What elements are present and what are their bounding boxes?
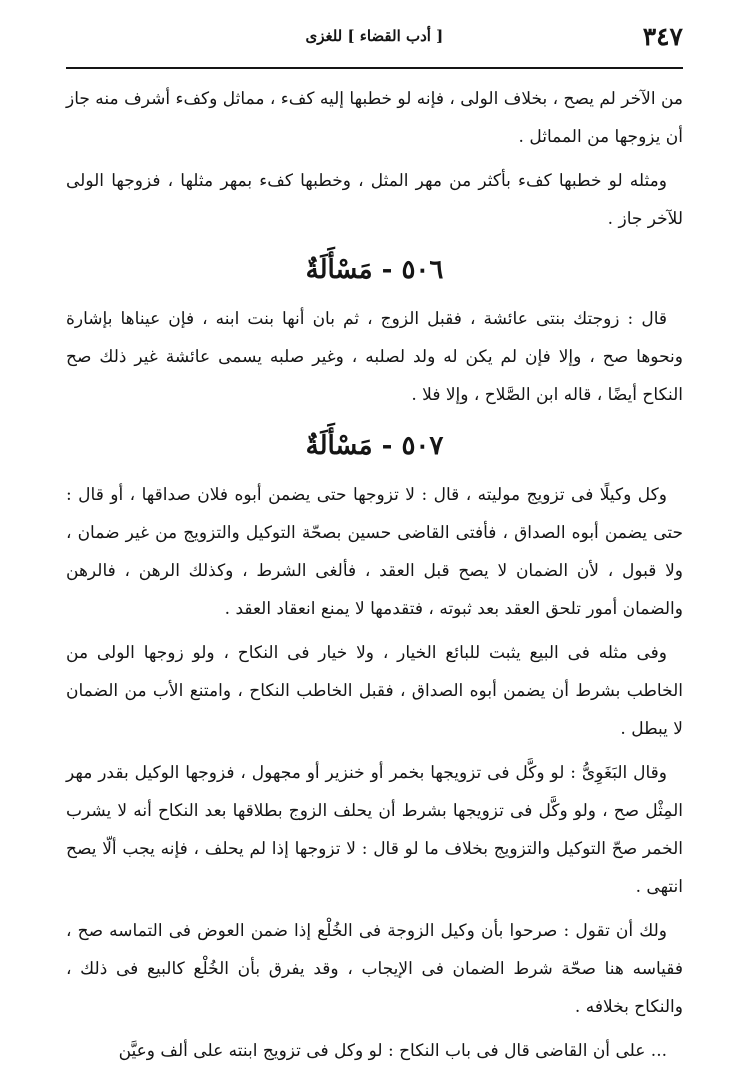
- running-title: [ أدب القضاء ] للغزى: [305, 27, 444, 45]
- paragraph: وقال البَغَوِىُّ : لو وكَّل فى تزويجها بخمر أو خنزير أو مجهول ، فزوجها الوكيل بقدر مهر المِثْل صح ، ولو وكَّل فى تزويجها بشرط أن يحلف الزوج بطلاقها بعد النكاح أنه لا يشرب الخمر صحّ التوكيل والتزويج بخلاف ما لو قال : لا تزوجها إذا لم يحلف ، فإنه يجب ألّا يصح انتهى .: [66, 763, 683, 897]
- paragraph: ومثله لو خطبها كفء بأكثر من مهر المثل ، وخطبها كفء بمهر مثلها ، فزوجها الولى للآخر جاز .: [66, 171, 683, 229]
- paragraph: وفى مثله فى البيع يثبت للبائع الخيار ، ولا خيار فى النكاح ، ولو زوجها الولى من الخاطب بشرط أن يضمن أبوه الصداق ، فقبل الخاطب النكاح ، وامتنع الأب من الضمان لا يبطل .: [66, 643, 683, 739]
- page-header: [66, 20, 683, 52]
- page-number: ٣٤٧: [642, 21, 683, 51]
- paragraph: ولك أن تقول : صرحوا بأن وكيل الزوجة فى الخُلْع إذا ضمن العوض فى التماسه صح ، فقياسه هنا صحّة شرط الضمان فى الإيجاب ، وقد يفرق بأن الخُلْع كالبيع فى ذلك ، والنكاح بخلافه .: [66, 921, 683, 1017]
- paragraph: قال : زوجتك بنتى عائشة ، فقبل الزوج ، ثم بان أنها بنت ابنه ، فإن عيناها بإشارة ونحوها صح ، وإلا فإن لم يكن له ولد لصلبه ، وغير صلبه يسمى عائشة غير ذلك صح النكاح أيضًا ، قاله ابن الصَّلاح ، وإلا فلا .: [66, 309, 683, 405]
- header-rule: [66, 67, 683, 69]
- paragraph: ... على أن القاضى قال فى باب النكاح : لو وكل فى تزويج ابنته على ألف وعيَّن: [118, 1041, 667, 1061]
- paragraph-continued: من الآخر لم يصح ، بخلاف الولى ، فإنه لو خطبها إليه كفء ، مماثل وكفء أشرف منه جاز أن يزوجها من المماثل .: [66, 89, 683, 147]
- section-heading-506: ٥٠٦ - مَسْأَلَةٌ: [305, 255, 444, 285]
- section-heading-507: ٥٠٧ - مَسْأَلَةٌ: [305, 431, 444, 461]
- paragraph: وكل وكيلًا فى تزويج موليته ، قال : لا تزوجها حتى يضمن أبوه فلان صداقها ، أو قال : حتى يضمن أبوه الصداق ، فأفتى القاضى حسين بصحّة التوكيل والتزويج من غير ضمان ، ولا قبول ، لأن الضمان لا يصح قبل العقد ، فألغى الشرط ، وكذلك الرهن ، فالرهن والضمان أمور تلحق العقد بعد ثبوته ، فتقدمها لا يمنع انعقاد العقد .: [66, 485, 683, 619]
- body-text: [66, 80, 683, 1070]
